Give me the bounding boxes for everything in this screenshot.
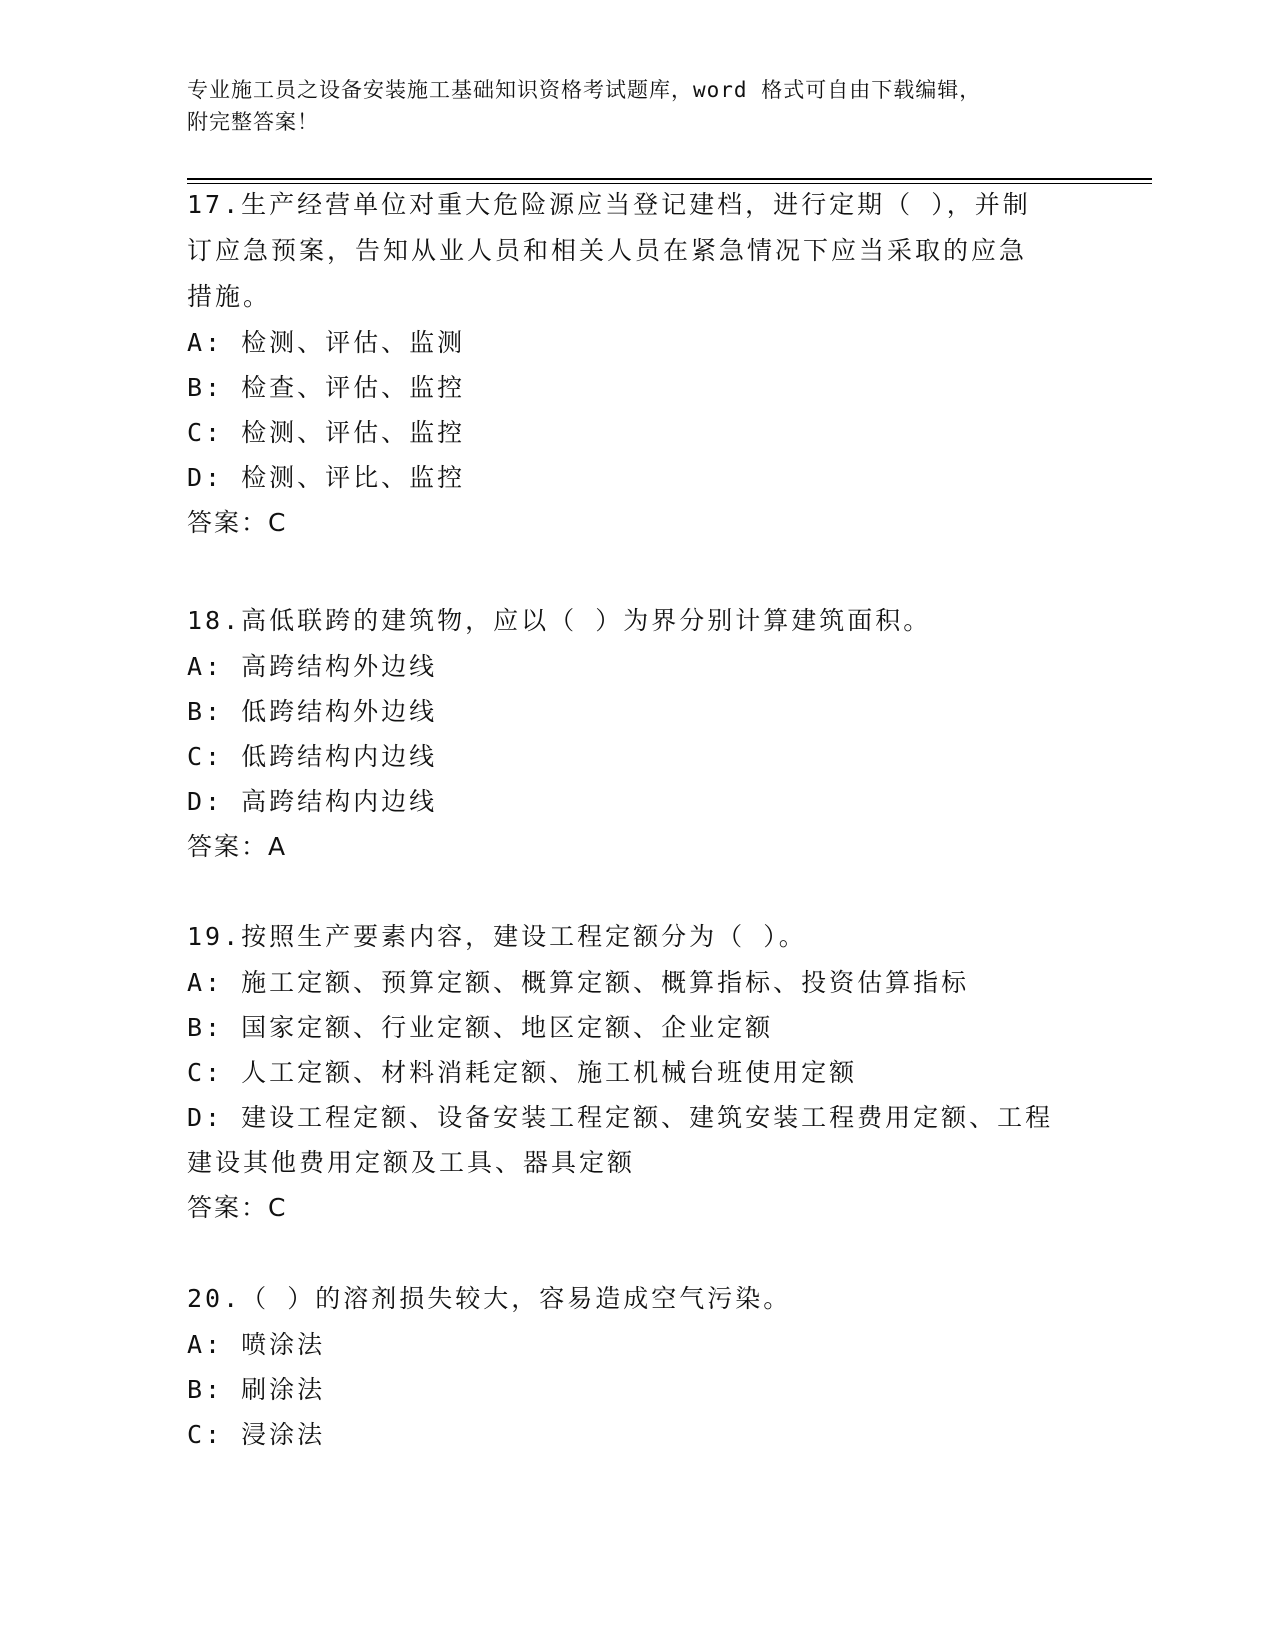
answer: 答案：C (187, 508, 288, 537)
document-header (187, 74, 1067, 138)
stem-line: 19.按照生产要素内容，建设工程定额分为（ ）。 (187, 922, 807, 951)
option-d: D: 高跨结构内边线 (187, 787, 438, 816)
option-c: C: 人工定额、材料消耗定额、施工机械台班使用定额 (187, 1058, 858, 1087)
option-a: A: 高跨结构外边线 (187, 652, 438, 681)
question-stem (187, 1276, 1087, 1322)
option-b: B: 国家定额、行业定额、地区定额、企业定额 (187, 1013, 774, 1042)
header-divider (187, 178, 1152, 180)
option-a: A: 施工定额、预算定额、概算定额、概算指标、投资估算指标 (187, 968, 970, 997)
option-b: B: 刷涂法 (187, 1375, 326, 1404)
question-18 (187, 598, 1087, 870)
stem-line: 17.生产经营单位对重大危险源应当登记建档，进行定期（ ），并制 (187, 190, 1031, 219)
option-d-continuation: 建设其他费用定额及工具、器具定额 (187, 1148, 636, 1177)
question-20 (187, 1276, 1087, 1457)
answer: 答案：A (187, 832, 288, 861)
option-b: B: 检查、评估、监控 (187, 373, 466, 402)
question-stem (187, 914, 1087, 960)
option-c: C: 检测、评估、监控 (187, 418, 466, 447)
question-19 (187, 914, 1087, 1231)
question-stem (187, 182, 1087, 320)
answer: 答案：C (187, 1193, 288, 1222)
option-a: A: 喷涂法 (187, 1330, 326, 1359)
header-line: 专业施工员之设备安装施工基础知识资格考试题库，word 格式可自由下载编辑， (187, 78, 982, 102)
option-c: C: 低跨结构内边线 (187, 742, 438, 771)
option-d: D: 检测、评比、监控 (187, 463, 466, 492)
option-d: D: 建设工程定额、设备安装工程定额、建筑安装工程费用定额、工程 (187, 1103, 1054, 1132)
question-17 (187, 182, 1087, 546)
option-c: C: 浸涂法 (187, 1420, 326, 1449)
stem-line: 20.（ ）的溶剂损失较大，容易造成空气污染。 (187, 1284, 792, 1313)
question-stem (187, 598, 1087, 644)
stem-line: 订应急预案，告知从业人员和相关人员在紧急情况下应当采取的应急 (187, 236, 1028, 265)
option-a: A: 检测、评估、监测 (187, 328, 466, 357)
stem-line: 措施。 (187, 282, 272, 311)
option-b: B: 低跨结构外边线 (187, 697, 438, 726)
header-line: 附完整答案！ (187, 110, 319, 134)
stem-line: 18.高低联跨的建筑物，应以（ ）为界分别计算建筑面积。 (187, 606, 932, 635)
